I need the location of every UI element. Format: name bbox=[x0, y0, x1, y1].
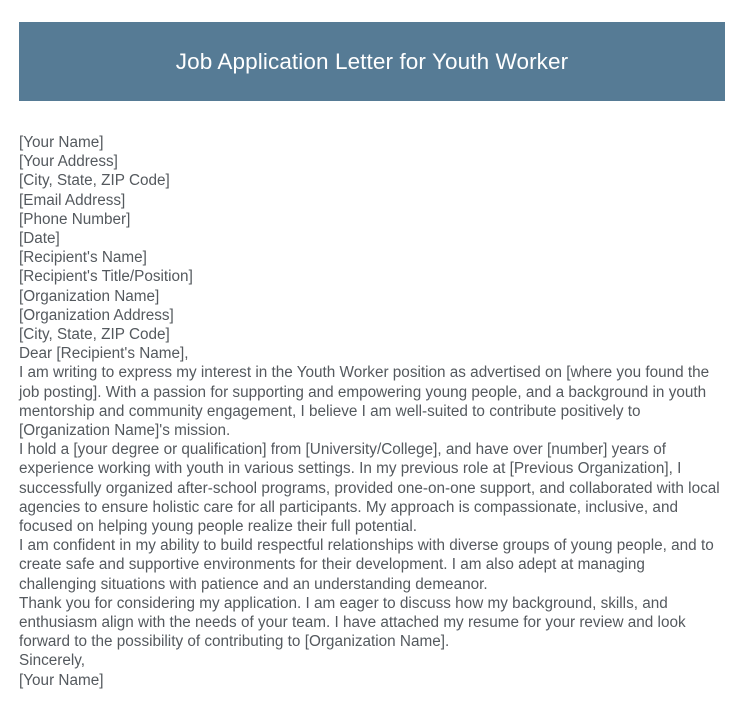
paragraph-skills: I am confident in my ability to build respectful relationships with diverse groups of young people, and to create safe and supportive environments for their development. I am also adept at managing challenging situations with patience and an understanding demeanor. bbox=[19, 537, 714, 593]
paragraph-closing-statement: Thank you for considering my application. I am eager to discuss how my background, skills, and enthusiasm align with the needs of your team. I have attached my resume for your review and look forward to the possibility of contributing to [Organization Name]. bbox=[19, 594, 686, 651]
recipient-organization-address-line: [Organization Address] bbox=[19, 306, 174, 324]
closing-line: Sincerely, bbox=[19, 652, 86, 670]
sender-email-line: [Email Address] bbox=[19, 191, 126, 209]
salutation-line: Dear [Recipient's Name], bbox=[19, 345, 189, 363]
paragraph-qualifications: I hold a [your degree or qualification] from [University/College], and have over [number] years of experience working with youth in various settings. In my previous role at [Previous Organization], I successfully organized after-school programs, provided one-on-one support, and collaborated with local agencies to ensure holistic care for all participants. My approach is compassionate, inclusive, and focused on helping young people realize their full potential. bbox=[19, 441, 720, 536]
recipient-city-state-zip-line: [City, State, ZIP Code] bbox=[19, 326, 170, 344]
paragraph-introduction: I am writing to express my interest in the Youth Worker position as advertised on [where you found the job posting]. With a passion for supporting and empowering young people, and a background in youth mentorship and community engagement, I believe I am well-suited to contribute positively to [Organization Name]'s mission. bbox=[19, 364, 710, 440]
letter-body bbox=[19, 133, 723, 690]
sender-address-line: [Your Address] bbox=[19, 153, 118, 171]
recipient-name-line: [Recipient's Name] bbox=[19, 249, 147, 267]
recipient-title-line: [Recipient's Title/Position] bbox=[19, 268, 193, 286]
document-header-banner bbox=[19, 22, 725, 101]
sender-phone-line: [Phone Number] bbox=[19, 210, 131, 228]
sender-city-state-zip-line: [City, State, ZIP Code] bbox=[19, 172, 170, 190]
date-line: [Date] bbox=[19, 230, 60, 248]
signature-name-line: [Your Name] bbox=[19, 671, 104, 689]
page-title: Job Application Letter for Youth Worker bbox=[175, 49, 569, 74]
sender-name-line: [Your Name] bbox=[19, 134, 104, 151]
recipient-organization-line: [Organization Name] bbox=[19, 287, 160, 305]
